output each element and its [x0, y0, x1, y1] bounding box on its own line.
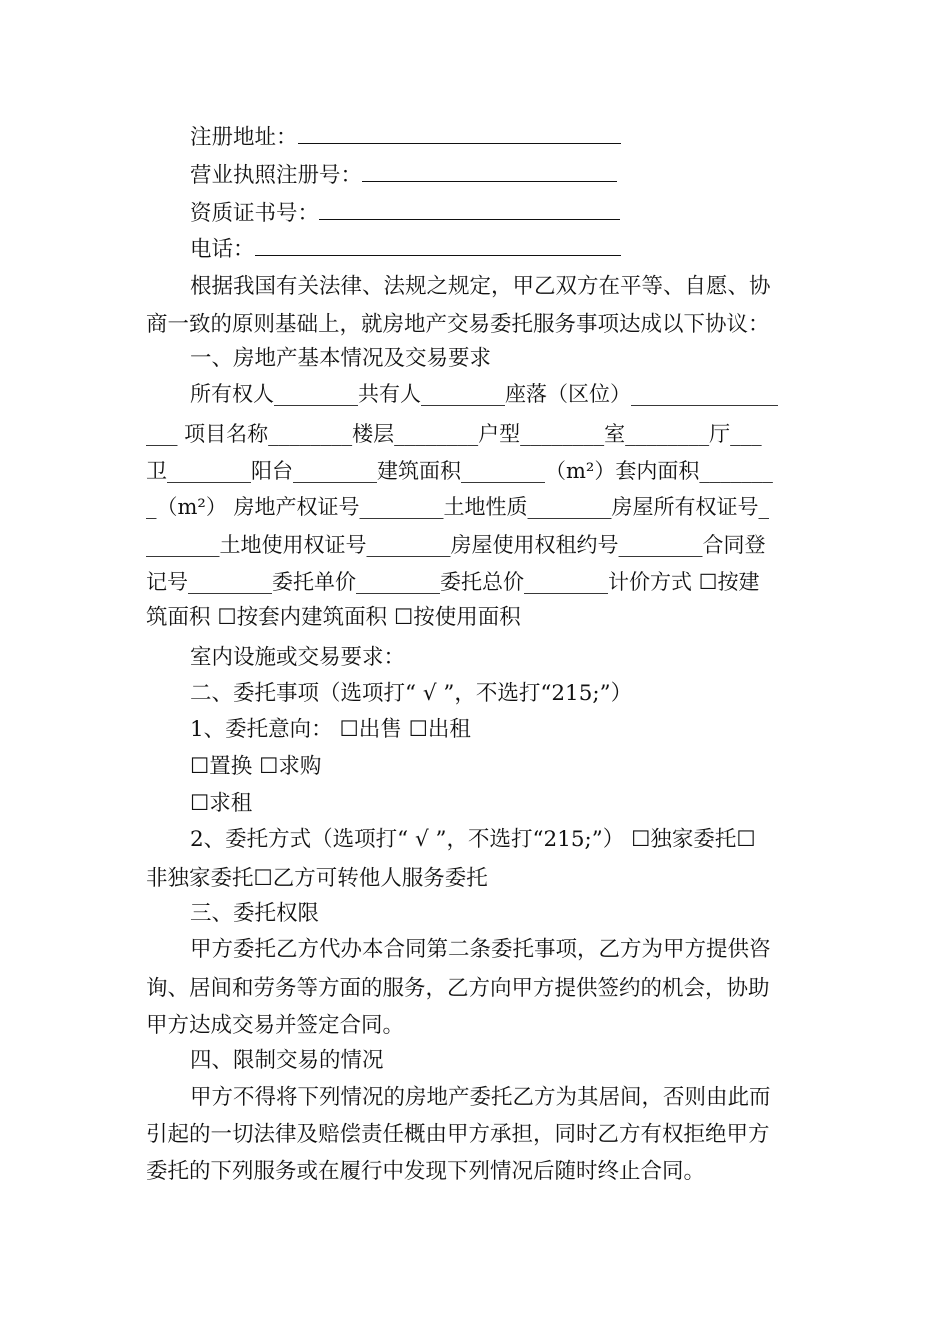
mode-line-1: 2、委托方式（选项打“ √ ”，不选打“215;”） ☐独家委托☐: [190, 827, 756, 852]
authority-line-3: 甲方达成交易并签定合同。: [146, 1013, 405, 1038]
license-number-label: 营业执照注册号：: [190, 163, 363, 188]
certificate-number-field: [190, 197, 620, 229]
section-1-heading: 一、房地产基本情况及交易要求: [190, 346, 492, 371]
property-line-5: _______土地使用权证号________房屋使用权租约号________合同登: [146, 533, 766, 557]
section-4-heading: 四、限制交易的情况: [190, 1048, 384, 1073]
certificate-number-label: 资质证书号：: [190, 201, 320, 226]
property-line-4: _（m²） 房地产权证号________土地性质________房屋所有权证号_: [146, 495, 770, 519]
authority-line-1: 甲方委托乙方代办本合同第二条委托事项，乙方为甲方提供咨: [190, 937, 771, 962]
certificate-number-blank: [319, 197, 620, 220]
intent-line: 1、委托意向： ☐出售 ☐出租: [190, 717, 471, 742]
registered-address-field: [190, 121, 621, 153]
intent-options-b: ☐求租: [190, 791, 253, 816]
property-line-6: 记号________委托单价________委托总价________计价方式 ☐按建: [146, 570, 760, 594]
property-line-7: 筑面积 ☐按套内建筑面积 ☐按使用面积: [146, 605, 521, 630]
restriction-line-3: 委托的下列服务或在履行中发现下列情况后随时终止合同。: [146, 1159, 706, 1184]
intro-line-1: 根据我国有关法律、法规之规定，甲乙双方在平等、自愿、协: [190, 274, 771, 299]
property-line-2: ___ 项目名称________楼层________户型________室________厅___: [146, 422, 762, 446]
mode-line-2: 非独家委托☐乙方可转他人服务委托: [146, 866, 488, 891]
intro-line-2: 商一致的原则基础上，就房地产交易委托服务事项达成以下协议：: [146, 312, 770, 337]
registered-address-blank: [298, 121, 621, 144]
authority-line-2: 询、居间和劳务等方面的服务，乙方向甲方提供签约的机会，协助: [146, 976, 770, 1001]
phone-blank: [255, 233, 621, 256]
property-line-3: 卫________阳台________建筑面积________（m²）套内面积_______: [146, 459, 773, 483]
registered-address-label: 注册地址：: [190, 125, 298, 150]
restriction-line-1: 甲方不得将下列情况的房地产委托乙方为其居间，否则由此而: [190, 1085, 771, 1110]
section-2-heading: 二、委托事项（选项打“ √ ”，不选打“215;”）: [190, 681, 633, 706]
property-line-1: 所有权人________共有人________座落（区位）______________: [190, 382, 778, 406]
indoor-requirements: 室内设施或交易要求：: [190, 645, 406, 670]
phone-label: 电话：: [190, 237, 255, 262]
intent-options-a: ☐置换 ☐求购: [190, 754, 322, 779]
section-3-heading: 三、委托权限: [190, 901, 320, 926]
restriction-line-2: 引起的一切法律及赔偿责任概由甲方承担，同时乙方有权拒绝甲方: [146, 1122, 770, 1147]
phone-field: [190, 233, 621, 265]
license-number-field: [190, 159, 617, 191]
license-number-blank: [362, 159, 617, 182]
